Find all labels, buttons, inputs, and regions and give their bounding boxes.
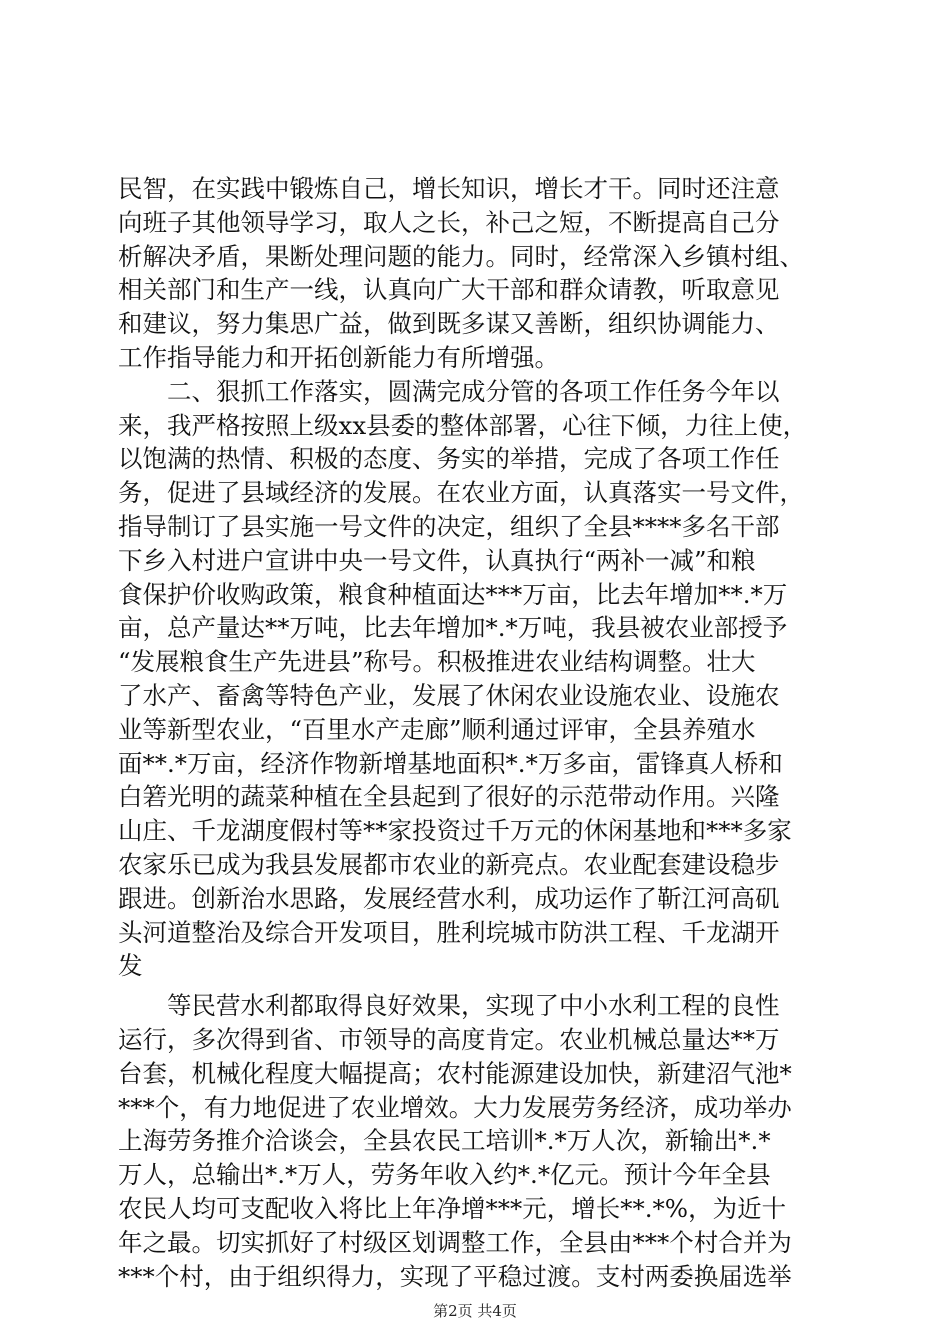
text-line: 跟进。创新治水思路，发展经营水利，成功运作了靳江河高矶 xyxy=(118,883,780,913)
text-line: 析解决矛盾，果断处理问题的能力。同时，经常深入乡镇村组、 xyxy=(118,241,804,271)
paragraph-block-2 xyxy=(118,989,832,1293)
page-footer: 第2页 共4页 xyxy=(433,1302,517,1320)
text-line: 台套，机械化程度大幅提高；农村能源建设加快，新建沼气池* xyxy=(118,1058,792,1088)
text-line: 相关部门和生产一线，认真向广大干部和群众请教，听取意见 xyxy=(118,275,780,305)
text-line: 务，促进了县域经济的发展。在农业方面，认真落实一号文件， xyxy=(118,478,804,508)
text-line: 亩，总产量达**万吨，比去年增加*.*万吨，我县被农业部授予 xyxy=(118,613,788,643)
text-line: “发展粮食生产先进县”称号。积极推进农业结构调整。壮大 xyxy=(118,647,756,677)
text-line: 二、狠抓工作落实，圆满完成分管的各项工作任务今年以 xyxy=(118,376,780,406)
text-line: 等民营水利都取得良好效果，实现了中小水利工程的良性 xyxy=(118,991,780,1021)
paragraph-block-1 xyxy=(118,172,832,983)
text-line: 农家乐已成为我县发展都市农业的新亮点。农业配套建设稳步 xyxy=(118,849,780,879)
text-line: 面**.*万亩，经济作物新增基地面积*.*万多亩，雷锋真人桥和 xyxy=(118,748,783,778)
text-line: ***个村，由于组织得力，实现了平稳过渡。支村两委换届选举 xyxy=(118,1261,792,1291)
text-line: 了水产、畜禽等特色产业，发展了休闲农业设施农业、设施农 xyxy=(118,680,780,710)
body-text xyxy=(118,172,832,1293)
text-line: 和建议，努力集思广益，做到既多谋又善断，组织协调能力、 xyxy=(118,309,780,339)
text-line: 工作指导能力和开拓创新能力有所增强。 xyxy=(118,342,559,372)
text-line: 上海劳务推介洽谈会，全县农民工培训*.*万人次，新输出*.* xyxy=(118,1126,771,1156)
text-line: 农民人均可支配收入将比上年净增***元，增长**.*%，为近十 xyxy=(118,1193,787,1223)
text-line: 下乡入村进户宣讲中央一号文件，认真执行“两补一减”和粮 xyxy=(118,545,756,575)
text-line: 年之最。切实抓好了村级区划调整工作，全县由***个村合并为 xyxy=(118,1227,792,1257)
text-line: 指导制订了县实施一号文件的决定，组织了全县****多名干部 xyxy=(118,511,780,541)
text-line: 山庄、千龙湖度假村等**家投资过千万元的休闲基地和***多家 xyxy=(118,816,792,846)
text-line: ***个，有力地促进了农业增效。大力发展劳务经济，成功举办 xyxy=(118,1092,792,1122)
text-line: 白箬光明的蔬菜种植在全县起到了很好的示范带动作用。兴隆 xyxy=(118,782,780,812)
text-line: 以饱满的热情、积极的态度、务实的举措，完成了各项工作任 xyxy=(118,444,780,474)
text-line: 头河道整治及综合开发项目，胜利垸城市防洪工程、千龙湖开 xyxy=(118,917,780,947)
text-line: 业等新型农业，“百里水产走廊”顺利通过评审，全县养殖水 xyxy=(118,714,756,744)
text-line: 向班子其他领导学习，取人之长，补己之短，不断提高自己分 xyxy=(118,207,780,237)
text-line: 发 xyxy=(118,951,143,981)
text-line: 食保护价收购政策，粮食种植面达***万亩，比去年增加**.*万 xyxy=(118,579,788,609)
text-line: 来，我严格按照上级xx县委的整体部署，心往下倾，力往上使， xyxy=(118,410,808,440)
text-line: 万人，总输出*.*万人，劳务年收入约*.*亿元。预计今年全县 xyxy=(118,1160,771,1190)
text-line: 运行，多次得到省、市领导的高度肯定。农业机械总量达**万 xyxy=(118,1024,780,1054)
text-line: 民智，在实践中锻炼自己，增长知识，增长才干。同时还注意 xyxy=(118,174,780,203)
